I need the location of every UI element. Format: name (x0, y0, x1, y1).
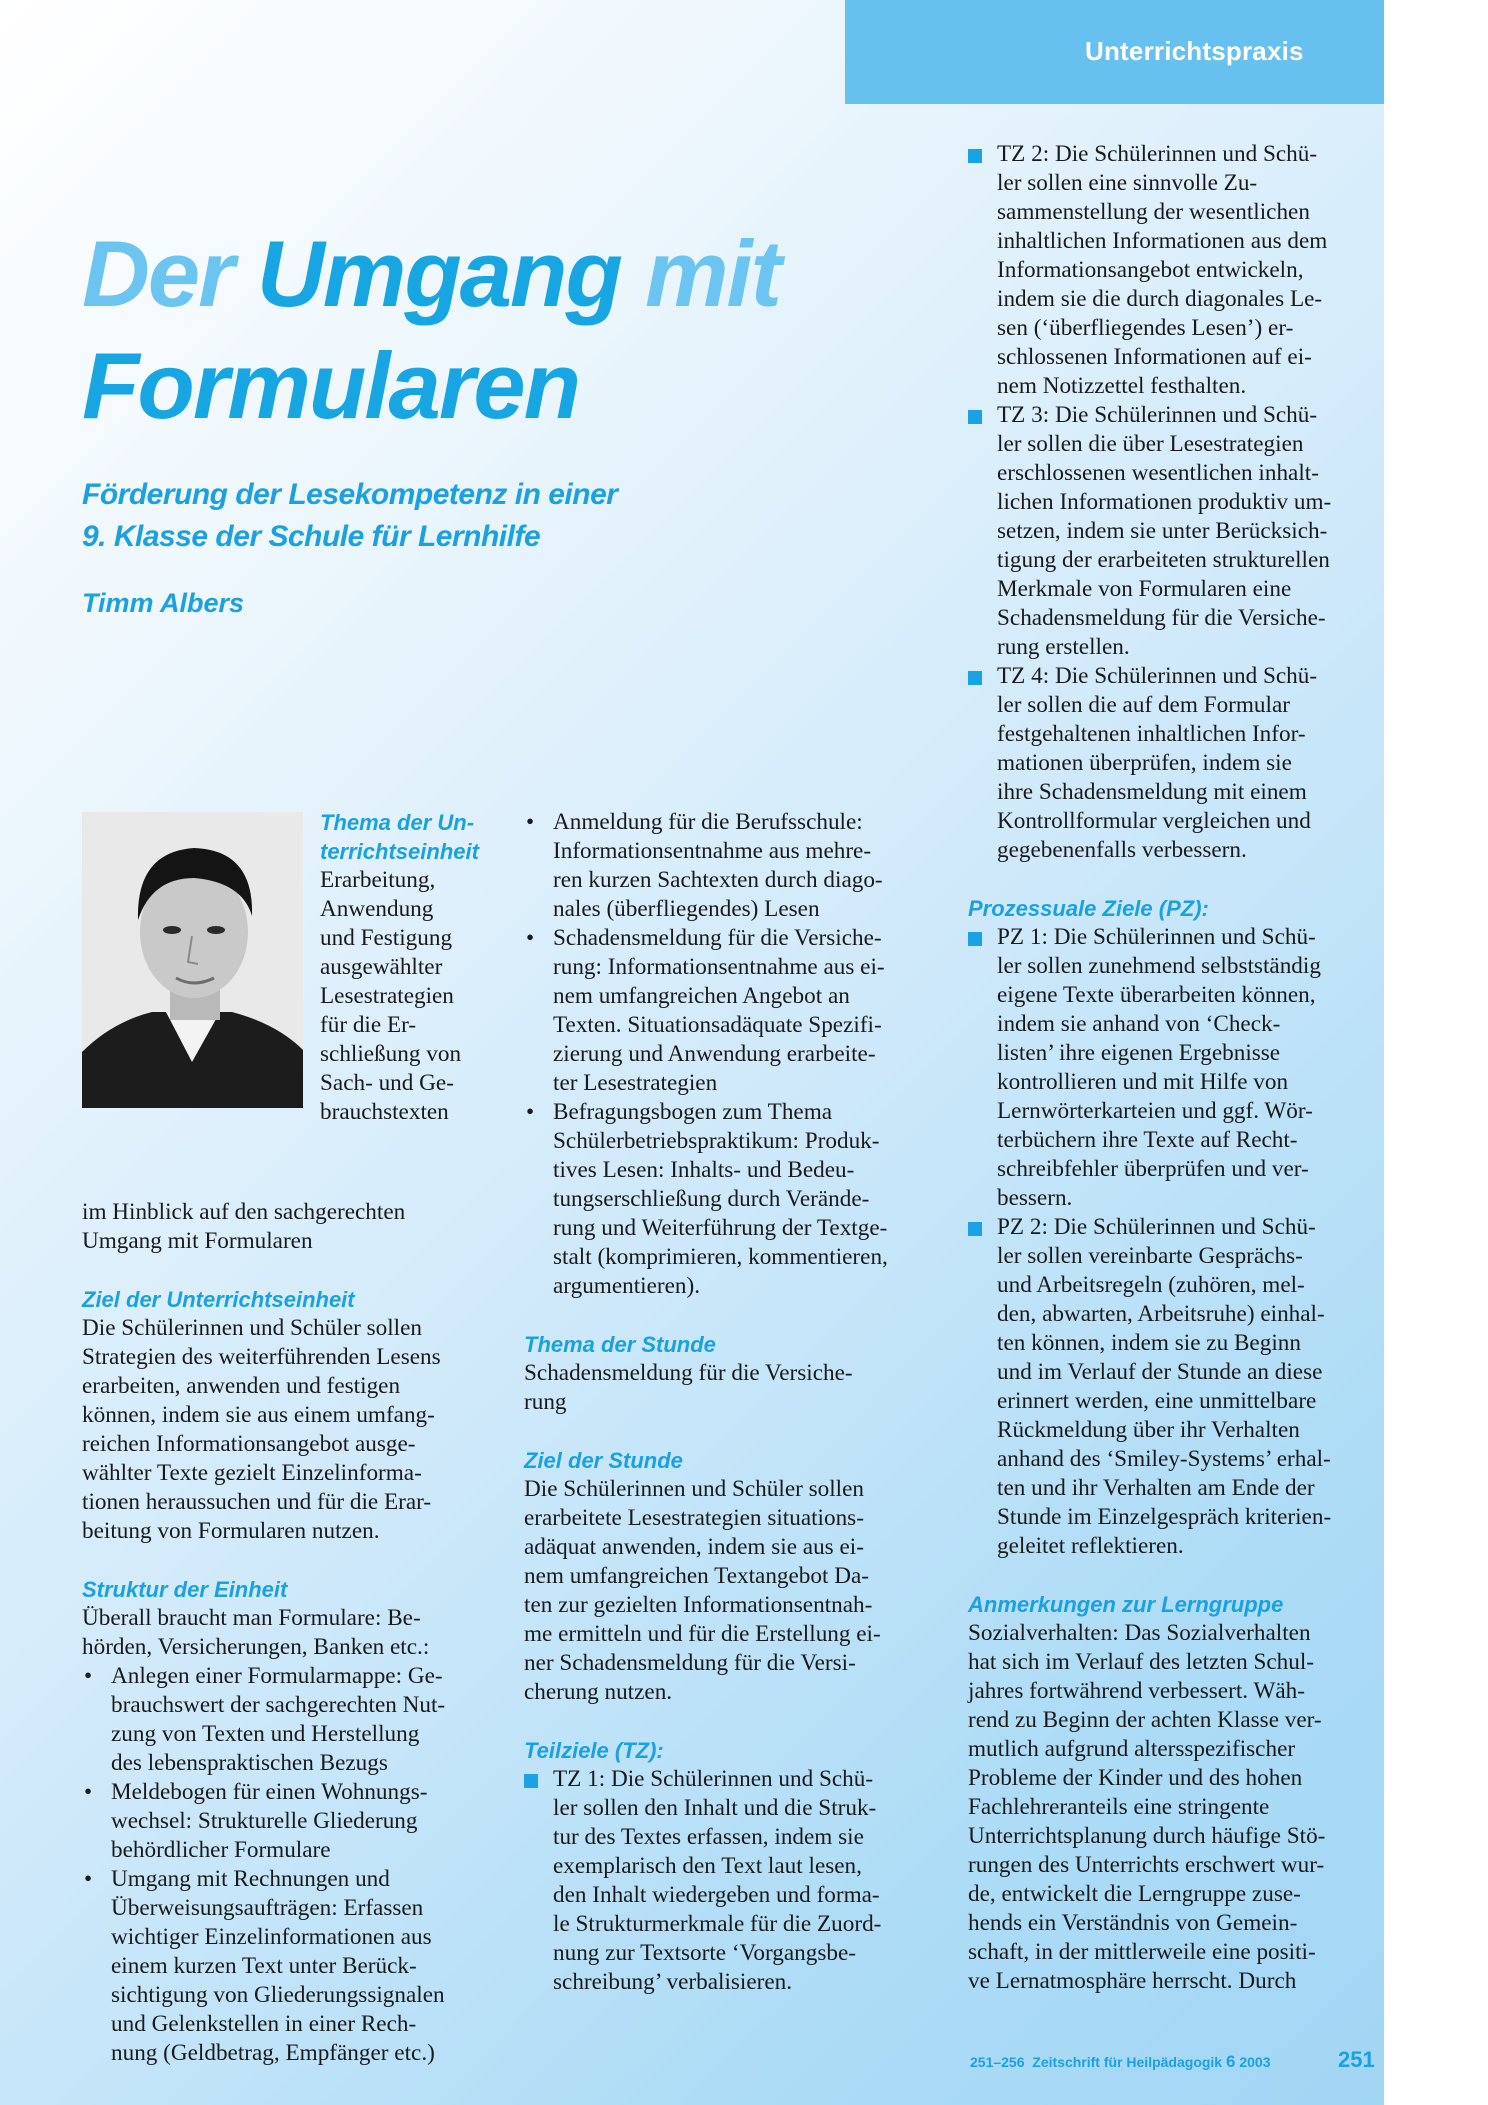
heading-thema-stunde: Thema der Stunde (524, 1332, 716, 1357)
text-line: Sozialverhalten: Das Sozialverhalten (968, 1620, 1311, 1646)
text-line: Schadensmeldung für die Versiche- (524, 1360, 853, 1386)
list-item-line: rung: Informationsentnahme aus ei- (553, 954, 885, 980)
text-line: schließung von (320, 1041, 462, 1067)
list-item-line: ler sollen die auf dem Formular (997, 692, 1290, 718)
list-item-line: rung erstellen. (997, 634, 1130, 660)
list-item-line: Lernwörterkarteien und ggf. Wör- (997, 1098, 1313, 1124)
text-line: ner Schadensmeldung für die Versi- (524, 1650, 856, 1676)
list-item-line: brauchswert der sachgerechten Nut- (111, 1692, 446, 1718)
list-item-line: stalt (komprimieren, kommentieren, (553, 1244, 888, 1270)
list-item-line: Kontrollformular vergleichen und (997, 808, 1311, 834)
list-item-line: Merkmale von Formularen eine (997, 576, 1292, 602)
list-item-line: lichen Informationen produktiv um- (997, 489, 1332, 515)
list-item-line: tigung der erarbeiteten strukturellen (997, 547, 1330, 573)
text-line: Umgang mit Formularen (82, 1228, 313, 1254)
list-item-line: sichtigung von Gliederungssignalen (111, 1982, 445, 2008)
list-item-line: festgehaltenen inhaltlichen Infor- (997, 721, 1306, 747)
list-item-line: Überweisungsaufträgen: Erfassen (111, 1895, 424, 1921)
list-item-line: tur des Textes erfassen, indem sie (553, 1824, 864, 1850)
list-item-line: des lebenspraktischen Bezugs (111, 1750, 388, 1776)
list-item-line: bessern. (997, 1185, 1073, 1211)
list-item-line: behördlicher Formulare (111, 1837, 331, 1863)
list-item-line: nung (Geldbetrag, Empfänger etc.) (111, 2040, 435, 2066)
prozessuales-ziel-item (968, 923, 1378, 1213)
list-item-line: einem kurzen Text unter Berück- (111, 1953, 417, 1979)
teilziel-list (524, 1765, 934, 1997)
list-item-line: exemplarisch den Text laut lesen, (553, 1853, 862, 1879)
list-item-line: nung zur Textsorte ‘Vorgangsbe- (553, 1940, 856, 1966)
list-item-line: nem Notizzettel festhalten. (997, 373, 1247, 399)
article-title (82, 218, 782, 442)
list-item-line: ler sollen die über Lesestrategien (997, 431, 1304, 457)
list-item-line: PZ 1: Die Schülerinnen und Schü- (997, 924, 1316, 950)
thema-einheit-continuation (82, 1198, 492, 1256)
text-line: tionen heraussuchen und für die Erar- (82, 1489, 432, 1515)
prozessuale-ziele-list (968, 923, 1378, 1561)
text-line: Sach- und Ge- (320, 1070, 454, 1096)
teilziel-item (968, 401, 1378, 662)
list-item-line: • Anlegen einer Formularmappe: Ge- (111, 1663, 443, 1689)
text-line: adäquat anwenden, indem sie aus ei- (524, 1534, 864, 1560)
list-item-line: • Schadensmeldung für die Versiche- (553, 925, 882, 951)
subtitle-line-1: Förderung der Lesekompetenz in einer (82, 478, 618, 511)
list-item-line: anhand des ‘Smiley-Systems’ erhal- (997, 1446, 1331, 1472)
bullet-item (82, 1662, 492, 1778)
footer-issue: 6 (1226, 2052, 1236, 2071)
text-line: hat sich im Verlauf des letzten Schul- (968, 1649, 1314, 1675)
text-line: schaft, in der mittlerweile eine positi- (968, 1939, 1316, 1965)
struktur-einheit-text (82, 1604, 492, 1662)
list-item-line: wichtiger Einzelinformationen aus (111, 1924, 432, 1950)
list-item-line: und im Verlauf der Stunde an diese (997, 1359, 1323, 1385)
list-item-line: zierung und Anwendung erarbeite- (553, 1041, 876, 1067)
anmerkungen-text (968, 1619, 1378, 1996)
text-line: rungen des Unterrichts erschwert wur- (968, 1852, 1325, 1878)
text-line: ausgewählter (320, 954, 443, 980)
page-margin (1384, 0, 1488, 2105)
list-item-line: erinnert werden, eine unmittelbare (997, 1388, 1317, 1414)
text-line: jahres fortwährend verbessert. Wäh- (968, 1678, 1305, 1704)
list-item-line: Stunde im Einzelgespräch kriterien- (997, 1504, 1332, 1530)
author-name: Timm Albers (82, 588, 245, 618)
title-word-der: Der (82, 221, 257, 326)
title-word-umgang: Umgang (256, 221, 621, 326)
text-line: für die Er- (320, 1012, 417, 1038)
text-line: Überall braucht man Formulare: Be- (82, 1605, 421, 1631)
einheit-bullet-list (524, 808, 934, 1301)
list-item-line: den, abwarten, Arbeitsruhe) einhal- (997, 1301, 1325, 1327)
struktur-bullet-list (82, 1662, 492, 2068)
teilziel-item (524, 1765, 934, 1997)
list-item-line: ren kurzen Sachtexten durch diago- (553, 867, 883, 893)
list-item-line: TZ 2: Die Schülerinnen und Schü- (997, 141, 1318, 167)
list-item-line: indem sie anhand von ‘Check- (997, 1011, 1281, 1037)
list-item-line: und Gelenkstellen in einer Rech- (111, 2011, 417, 2037)
text-line: brauchstexten (320, 1099, 449, 1125)
text-line: de, entwickelt die Lerngruppe zuse- (968, 1881, 1301, 1907)
thema-einheit-text (320, 866, 500, 1127)
list-item-line: rung und Weiterführung der Textge- (553, 1215, 888, 1241)
list-item-line: gegebenenfalls verbessern. (997, 837, 1247, 863)
footer-year: 2003 (1239, 2054, 1271, 2070)
text-line: Lesestrategien (320, 983, 454, 1009)
list-item-line: und Arbeitsregeln (zuhören, mel- (997, 1272, 1305, 1298)
list-item-line: PZ 2: Die Schülerinnen und Schü- (997, 1214, 1316, 1240)
list-item-line: ler sollen vereinbarte Gesprächs- (997, 1243, 1303, 1269)
text-line: hends ein Verständnis von Gemein- (968, 1910, 1298, 1936)
heading-thema-einheit-2: terrichtseinheit (320, 839, 479, 864)
list-item-line: le Strukturmerkmale für die Zuord- (553, 1911, 882, 1937)
list-item-line: wechsel: Strukturelle Gliederung (111, 1808, 418, 1834)
list-item-line: ter Lesestrategien (553, 1070, 718, 1096)
list-item-line: • Umgang mit Rechnungen und (111, 1866, 390, 1892)
list-item-line: TZ 1: Die Schülerinnen und Schü- (553, 1766, 874, 1792)
list-item-line: tives Lesen: Inhalts- und Bedeu- (553, 1157, 855, 1183)
text-line: Strategien des weiterführenden Lesens (82, 1344, 441, 1370)
text-line: Die Schülerinnen und Schüler sollen (82, 1315, 423, 1341)
list-item-line: Rückmeldung über ihr Verhalten (997, 1417, 1300, 1443)
list-item-line: TZ 4: Die Schülerinnen und Schü- (997, 663, 1318, 689)
bullet-item (82, 1778, 492, 1865)
bullet-item (82, 1865, 492, 2068)
list-item-line: nem umfangreichen Angebot an (553, 983, 850, 1009)
list-item-line: argumentieren). (553, 1273, 701, 1299)
list-item-line: Informationsangebot entwickeln, (997, 257, 1304, 283)
teilziel-list-continued (968, 140, 1378, 865)
square-bullet-icon (968, 671, 982, 685)
list-item-line: Informationsentnahme aus mehre- (553, 838, 872, 864)
list-item-line: zung von Texten und Herstellung (111, 1721, 420, 1747)
text-line: ve Lernatmosphäre herrscht. Durch (968, 1968, 1297, 1994)
column-3 (968, 140, 1378, 1996)
list-item-line: den Inhalt wiedergeben und forma- (553, 1882, 880, 1908)
list-item-line: setzen, indem sie unter Berücksich- (997, 518, 1328, 544)
heading-struktur-einheit: Struktur der Einheit (82, 1577, 288, 1602)
author-photo (82, 812, 303, 1108)
article-subtitle (82, 474, 642, 558)
list-item-line: schreibung’ verbalisieren. (553, 1969, 793, 1995)
text-line: und Festigung (320, 925, 453, 951)
list-item-line: erschlossenen wesentlichen inhalt- (997, 460, 1319, 486)
text-line: rung (524, 1389, 567, 1415)
list-item-line: listen’ ihre eigenen Ergebnisse (997, 1040, 1281, 1066)
heading-thema-einheit-1: Thema der Un- (320, 810, 475, 835)
text-line: hörden, Versicherungen, Banken etc.: (82, 1634, 430, 1660)
heading-anmerkungen: Anmerkungen zur Lerngruppe (968, 1592, 1284, 1617)
list-item-line: Schülerbetriebspraktikum: Produk- (553, 1128, 880, 1154)
text-line: im Hinblick auf den sachgerechten (82, 1199, 406, 1225)
text-line: Probleme der Kinder und des hohen (968, 1765, 1303, 1791)
list-item-line: • Meldebogen für einen Wohnungs- (111, 1779, 428, 1805)
title-word-formularen: Formularen (82, 333, 580, 438)
text-line: reichen Informationsangebot ausge- (82, 1431, 416, 1457)
square-bullet-icon (524, 1774, 538, 1788)
list-item-line: terbüchern ihre Texte auf Recht- (997, 1127, 1298, 1153)
bullet-item (524, 924, 934, 1098)
footer-pages: 251–256 (970, 2054, 1025, 2070)
heading-ziel-einheit: Ziel der Unterrichtseinheit (82, 1287, 355, 1312)
title-word-mit: mit (620, 221, 780, 326)
list-item-line: sen (‘überfliegendes Lesen’) er- (997, 315, 1294, 341)
list-item-line: schreibfehler überprüfen und ver- (997, 1156, 1309, 1182)
list-item-line: schlossenen Informationen auf ei- (997, 344, 1312, 370)
text-line: Anwendung (320, 896, 434, 922)
square-bullet-icon (968, 1222, 982, 1236)
ziel-stunde-text (524, 1475, 934, 1707)
text-line: me ermitteln und für die Erstellung ei- (524, 1621, 881, 1647)
list-item-line: eigene Texte überarbeiten können, (997, 982, 1316, 1008)
list-item-line: tungserschließung durch Verände- (553, 1186, 870, 1212)
teilziel-item (968, 662, 1378, 865)
list-item-line: ler sollen den Inhalt und die Struk- (553, 1795, 877, 1821)
list-item-line: • Befragungsbogen zum Thema (553, 1099, 833, 1125)
text-line: rend zu Beginn der achten Klasse ver- (968, 1707, 1322, 1733)
list-item-line: ten und ihr Verhalten am Ende der (997, 1475, 1315, 1501)
heading-teilziele: Teilziele (TZ): (524, 1738, 664, 1763)
column-1 (82, 1198, 492, 2068)
list-item-line: mationen überprüfen, indem sie (997, 750, 1292, 776)
ziel-einheit-text (82, 1314, 492, 1546)
list-item-line: sammenstellung der wesentlichen (997, 199, 1310, 225)
subtitle-line-2: 9. Klasse der Schule für Lernhilfe (82, 520, 541, 553)
text-line: cherung nutzen. (524, 1679, 673, 1705)
list-item-line: • Anmeldung für die Berufsschule: (553, 809, 863, 835)
bullet-item (524, 1098, 934, 1301)
square-bullet-icon (968, 410, 982, 424)
bullet-item (524, 808, 934, 924)
square-bullet-icon (968, 932, 982, 946)
text-line: Die Schülerinnen und Schüler sollen (524, 1476, 865, 1502)
text-line: können, indem sie aus einem umfang- (82, 1402, 435, 1428)
section-tab-label: Unterrichtspraxis (1085, 36, 1304, 66)
list-item-line: ler sollen zunehmend selbstständig (997, 953, 1321, 979)
text-line: beitung von Formularen nutzen. (82, 1518, 380, 1544)
list-item-line: Texten. Situationsadäquate Spezifi- (553, 1012, 882, 1038)
list-item-line: ler sollen eine sinnvolle Zu- (997, 170, 1258, 196)
list-item-line: inhaltlichen Informationen aus dem (997, 228, 1328, 254)
text-line: Erarbeitung, (320, 867, 436, 893)
text-line: Unterrichtsplanung durch häufige Stö- (968, 1823, 1326, 1849)
text-line: erarbeitete Lesestrategien situations- (524, 1505, 864, 1531)
list-item-line: indem sie die durch diagonales Le- (997, 286, 1323, 312)
text-line: Fachlehreranteils eine stringente (968, 1794, 1270, 1820)
list-item-line: ten können, indem sie zu Beginn (997, 1330, 1301, 1356)
prozessuales-ziel-item (968, 1213, 1378, 1561)
square-bullet-icon (968, 149, 982, 163)
list-item-line: geleitet reflektieren. (997, 1533, 1184, 1559)
list-item-line: kontrollieren und mit Hilfe von (997, 1069, 1289, 1095)
list-item-line: nales (überfliegendes) Lesen (553, 896, 820, 922)
heading-prozessuale-ziele: Prozessuale Ziele (PZ): (968, 896, 1209, 921)
thema-stunde-text (524, 1359, 934, 1417)
footer-citation (970, 2052, 1380, 2072)
footer-journal: Zeitschrift für Heilpädagogik (1032, 2054, 1223, 2070)
column-1-top (320, 808, 500, 1127)
heading-ziel-stunde: Ziel der Stunde (524, 1448, 683, 1473)
text-line: mutlich aufgrund altersspezifischer (968, 1736, 1296, 1762)
column-2 (524, 808, 934, 1997)
text-line: wählter Texte gezielt Einzelinforma- (82, 1460, 422, 1486)
list-item-line: ihre Schadensmeldung mit einem (997, 779, 1307, 805)
text-line: erarbeiten, anwenden und festigen (82, 1373, 401, 1399)
page-number: 251 (1338, 2047, 1375, 2072)
text-line: nem umfangreichen Textangebot Da- (524, 1563, 869, 1589)
text-line: ten zur gezielten Informationsentnah- (524, 1592, 873, 1618)
teilziel-item (968, 140, 1378, 401)
list-item-line: Schadensmeldung für die Versiche- (997, 605, 1326, 631)
list-item-line: TZ 3: Die Schülerinnen und Schü- (997, 402, 1318, 428)
